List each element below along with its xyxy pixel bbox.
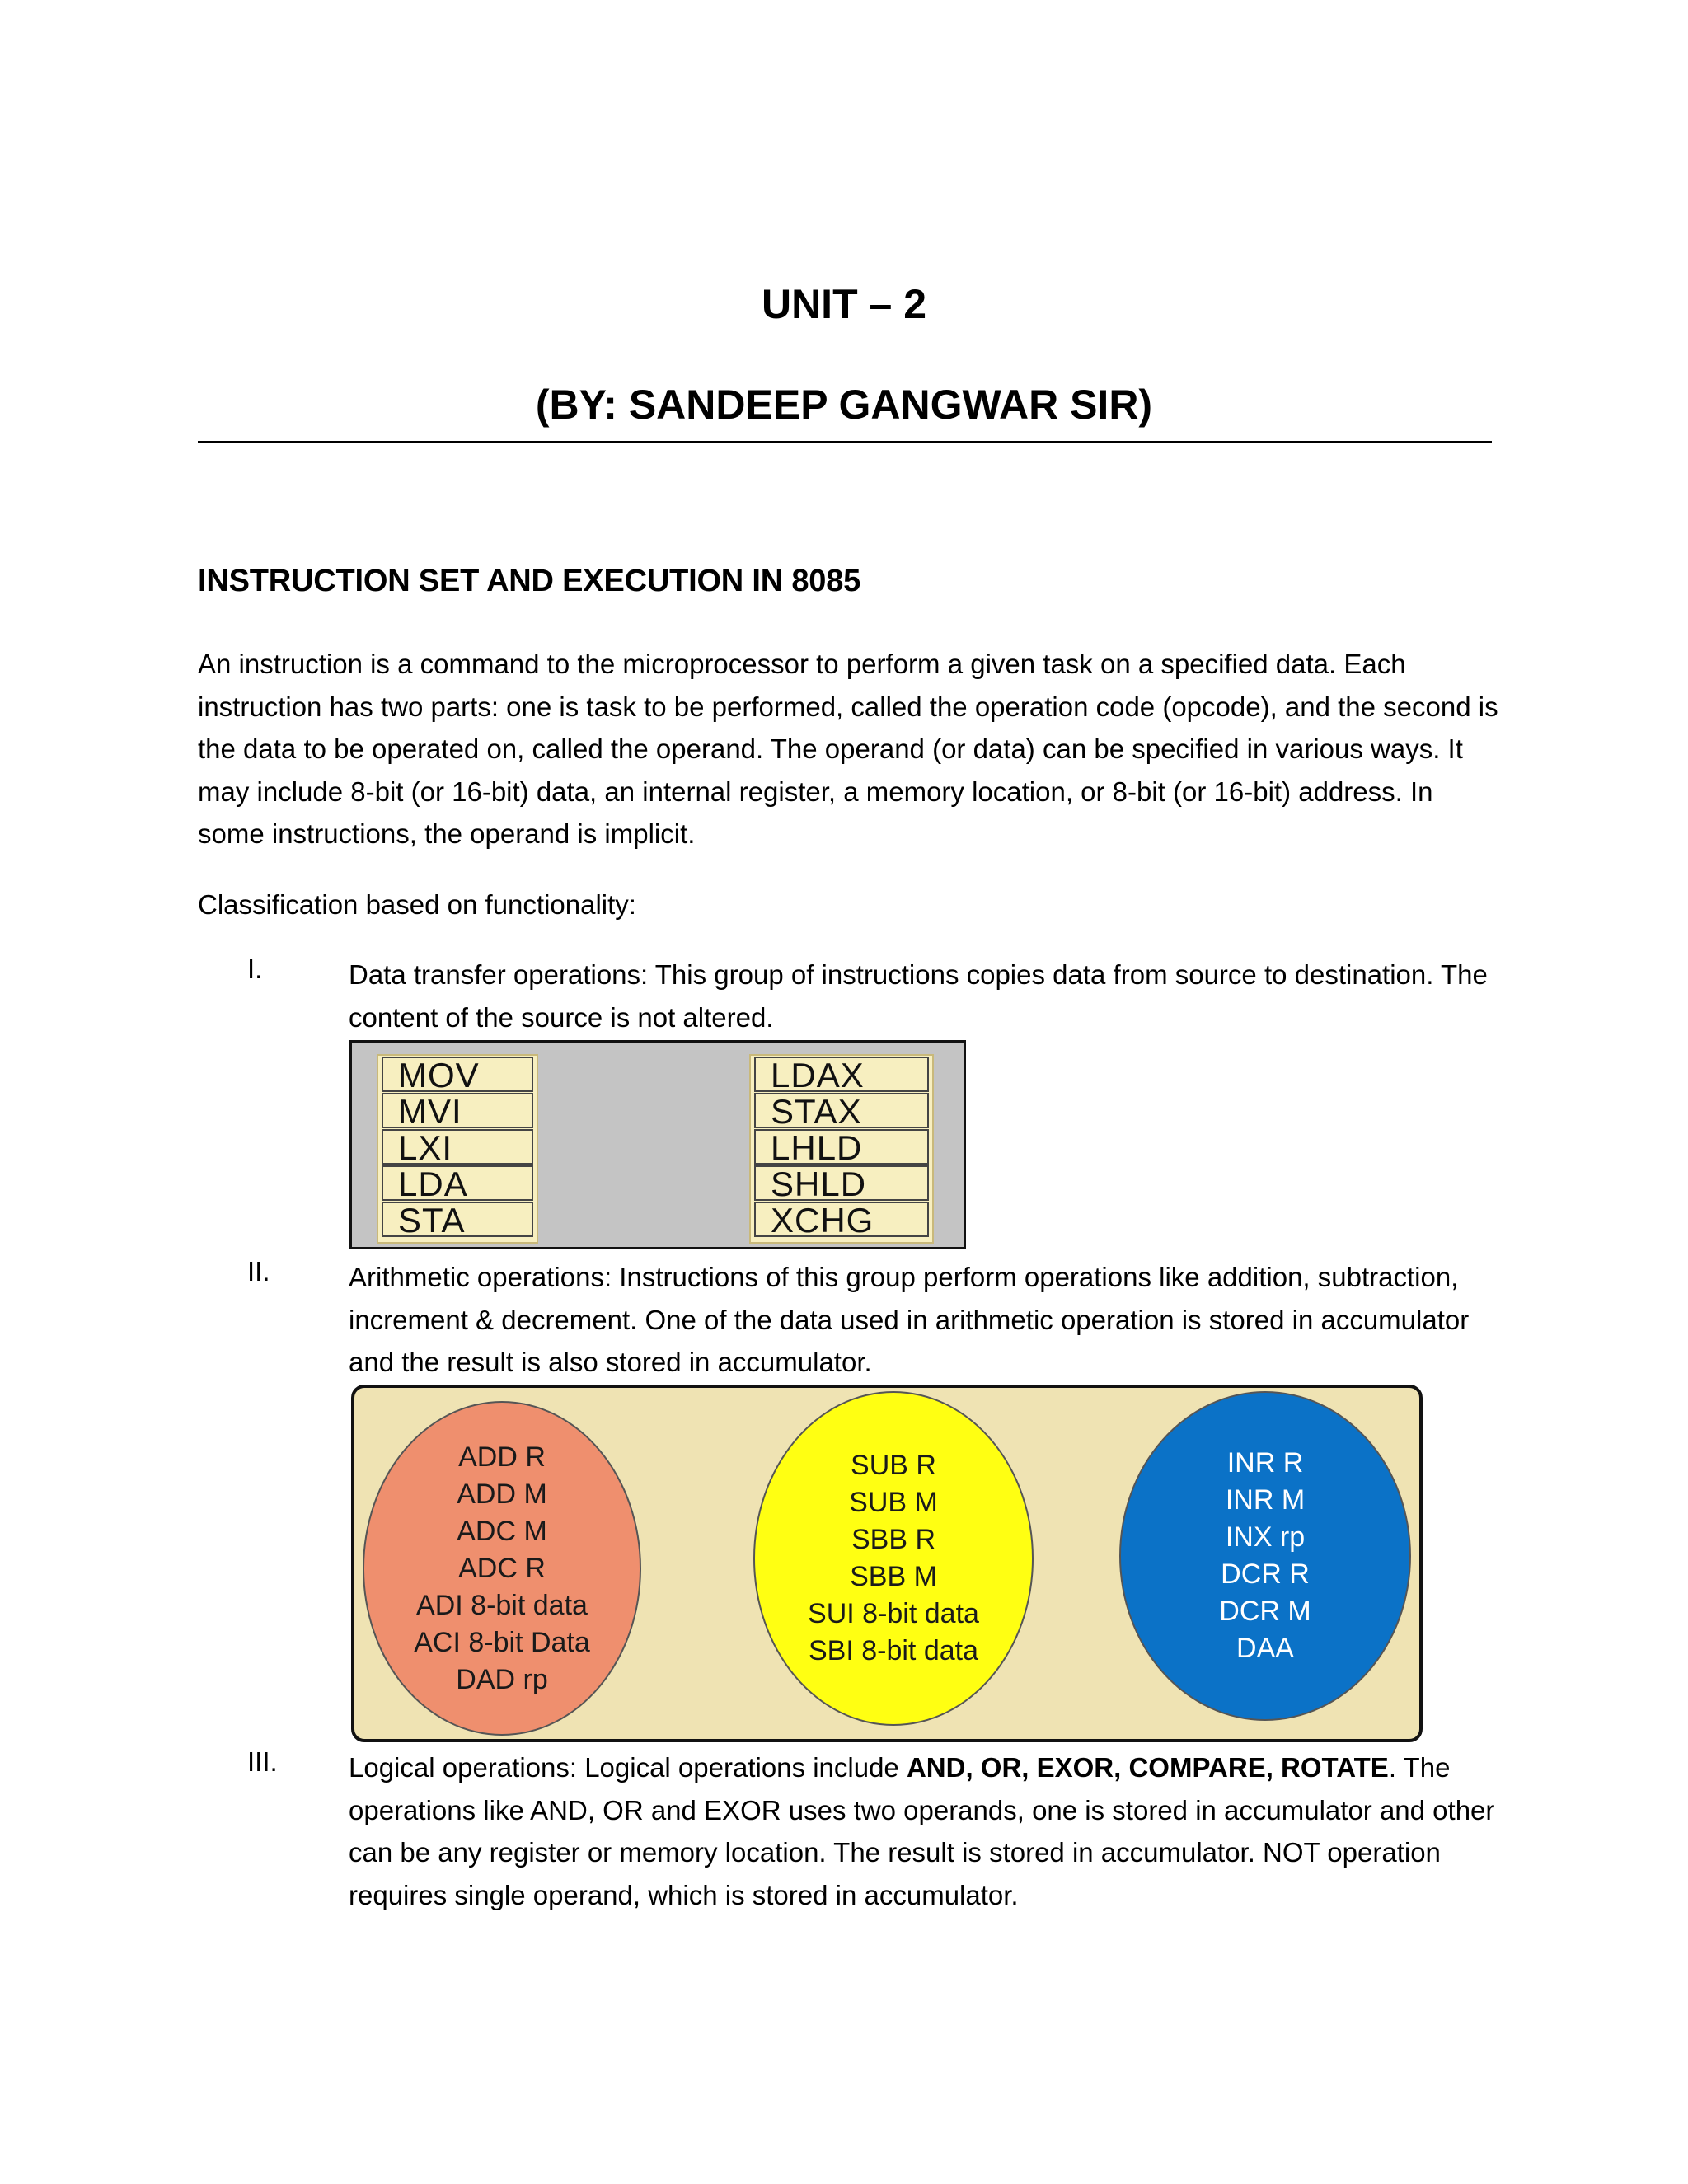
item-text-logical: [349, 1746, 1503, 1916]
data-transfer-figure: [349, 1040, 966, 1249]
instruction-label: ADD M: [457, 1478, 547, 1510]
data-transfer-left-column: [377, 1054, 538, 1244]
instruction-cell: LDA: [382, 1165, 533, 1201]
item-text-data-transfer: Data transfer operations: This group of instructions copies data from source to destination. The content of the source is not altered.: [349, 959, 1488, 1033]
instruction-cell: MVI: [382, 1093, 533, 1128]
logical-text-end: . The operations like AND, OR and EXOR uses two operands, one is stored in accumulator and other can be any register or memory location. The result is stored in accumulator. NOT operation requires single operand, which is stored in accumulator.: [349, 1752, 1495, 1910]
item-number-2: II.: [247, 1256, 270, 1286]
instruction-label: DCR M: [1219, 1596, 1311, 1627]
instruction-label: SBI 8-bit data: [808, 1635, 978, 1666]
instruction-cell: MOV: [382, 1057, 533, 1092]
instruction-label: ADC R: [458, 1552, 546, 1584]
instruction-label: SBB R: [851, 1524, 936, 1555]
item-number-1: I.: [247, 954, 263, 984]
instruction-label: SUB R: [851, 1450, 936, 1481]
logical-ops-bold: AND, OR, EXOR, COMPARE, ROTATE: [906, 1752, 1389, 1783]
instruction-cell: XCHG: [754, 1202, 929, 1237]
add-group-ellipse: [363, 1401, 641, 1736]
instruction-label: SBB M: [850, 1561, 937, 1592]
increment-group-ellipse: [1119, 1391, 1411, 1721]
instruction-label: ADC M: [457, 1515, 547, 1547]
instruction-label: DAD rp: [456, 1663, 548, 1695]
instruction-cell: LXI: [382, 1129, 533, 1165]
instruction-cell: SHLD: [754, 1165, 929, 1201]
instruction-label: SUI 8-bit data: [808, 1598, 979, 1629]
logical-text-start: Logical operations: Logical operations include: [349, 1752, 907, 1783]
sub-group-ellipse: [753, 1391, 1034, 1726]
instruction-cell: LDAX: [754, 1057, 929, 1092]
instruction-cell: LHLD: [754, 1129, 929, 1165]
instruction-cell: STAX: [754, 1093, 929, 1128]
title-divider: [198, 441, 1492, 443]
author-title: (BY: SANDEEP GANGWAR SIR): [535, 382, 1153, 428]
instruction-label: SUB M: [849, 1487, 938, 1518]
arithmetic-figure: [351, 1385, 1423, 1742]
instruction-cell: STA: [382, 1202, 533, 1237]
intro-paragraph: An instruction is a command to the microprocessor to perform a given task on a specified data. Each instruction has two parts: one is task to be performed, called the operation code (opcode), and the second is the data to be operated on, called the operand. The operand (or data) can be specified in various ways. It may include 8-bit (or 16-bit) data, an internal register, a memory location, or 8-bit (or 16-bit) address. In some instructions, the operand is implicit.: [198, 649, 1498, 849]
instruction-label: ADI 8-bit data: [416, 1589, 588, 1621]
instruction-label: INR M: [1225, 1484, 1306, 1516]
instruction-label: DCR R: [1221, 1558, 1310, 1590]
classification-label: Classification based on functionality:: [198, 889, 636, 920]
instruction-label: DAA: [1236, 1633, 1294, 1664]
item-text-arithmetic: Arithmetic operations: Instructions of this group perform operations like addition, subtraction, increment & decrement. One of the data used in arithmetic operation is stored in accumulator and the result is also stored in accumulator.: [349, 1262, 1470, 1377]
unit-title: UNIT – 2: [761, 281, 927, 327]
instruction-label: INR R: [1226, 1447, 1304, 1479]
instruction-label: INX rp: [1225, 1521, 1306, 1553]
item-number-3: III.: [247, 1746, 278, 1777]
instruction-label: ACI 8-bit Data: [414, 1626, 590, 1658]
data-transfer-right-column: [749, 1054, 934, 1244]
section-heading: INSTRUCTION SET AND EXECUTION IN 8085: [198, 564, 861, 598]
instruction-label: ADD R: [458, 1441, 546, 1473]
